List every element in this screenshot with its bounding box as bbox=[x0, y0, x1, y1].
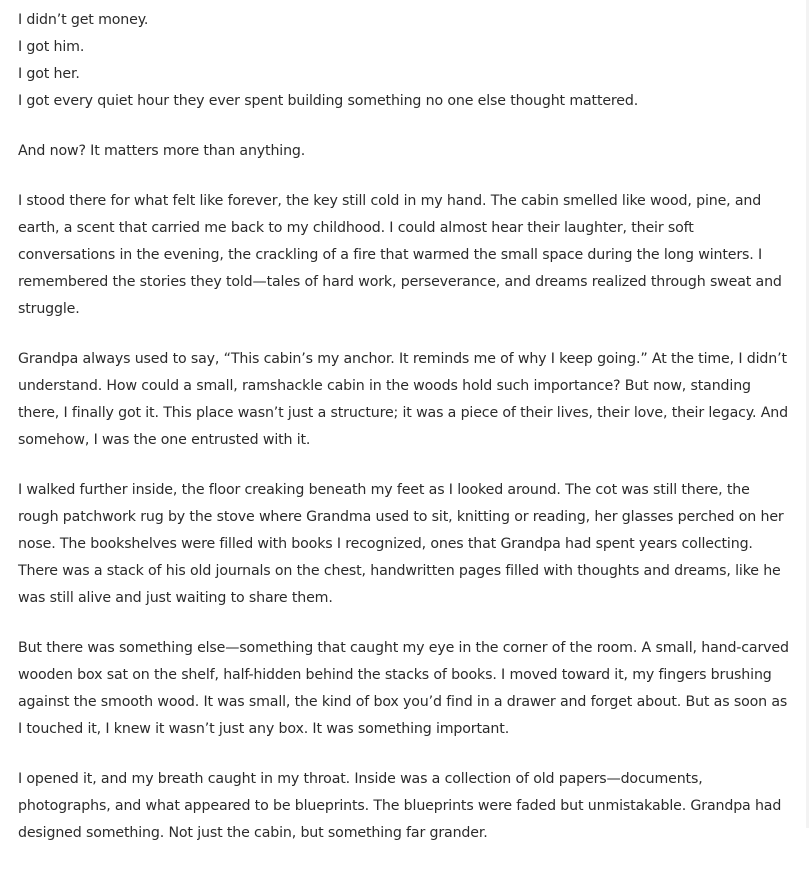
opening-lines bbox=[18, 7, 790, 115]
opening-line: I didn’t get money. bbox=[18, 12, 149, 28]
paragraph: And now? It matters more than anything. bbox=[18, 143, 306, 159]
article-body bbox=[18, 7, 790, 870]
paragraph: Grandpa always used to say, “This cabin’s my anchor. It reminds me of why I keep going.” At the time, I didn’t understand. How could a small, ramshackle cabin in the woods hold such importance? But now, standing there, I finally got it. This place wasn’t just a structure; it was a piece of their lives, their love, their legacy. And somehow, I was the one entrusted with it. bbox=[18, 351, 788, 448]
opening-line: I got him. bbox=[18, 39, 85, 55]
opening-line: I got her. bbox=[18, 66, 80, 82]
paragraph: But there was something else—something that caught my eye in the corner of the room. A small, hand-carved wooden box sat on the shelf, half-hidden behind the stacks of books. I moved toward it, my fingers brushing against the smooth wood. It was small, the kind of box you’d find in a drawer and forget about. But as soon as I touched it, I knew it wasn’t just any box. It was something important. bbox=[18, 640, 789, 737]
opening-line: I got every quiet hour they ever spent building something no one else thought mattered. bbox=[18, 93, 639, 109]
paragraph: I stood there for what felt like forever, the key still cold in my hand. The cabin smelled like wood, pine, and earth, a scent that carried me back to my childhood. I could almost hear their laughter, their soft conversations in the evening, the crackling of a fire that warmed the small space during the long winters. I remembered the stories they told—tales of hard work, perseverance, and dreams realized through sweat and struggle. bbox=[18, 193, 782, 317]
paragraph: I opened it, and my breath caught in my throat. Inside was a collection of old papers—documents, photographs, and what appeared to be blueprints. The blueprints were faded but unmistakable. Grandpa had designed something. Not just the cabin, but something far grander. bbox=[18, 771, 782, 841]
paragraph: I walked further inside, the floor creaking beneath my feet as I looked around. The cot was still there, the rough patchwork rug by the stove where Grandma used to sit, knitting or reading, her glasses perched on her nose. The bookshelves were filled with books I recognized, ones that Grandpa had spent years collecting. There was a stack of his old journals on the chest, handwritten pages filled with thoughts and dreams, like he was still alive and just waiting to share them. bbox=[18, 482, 784, 606]
